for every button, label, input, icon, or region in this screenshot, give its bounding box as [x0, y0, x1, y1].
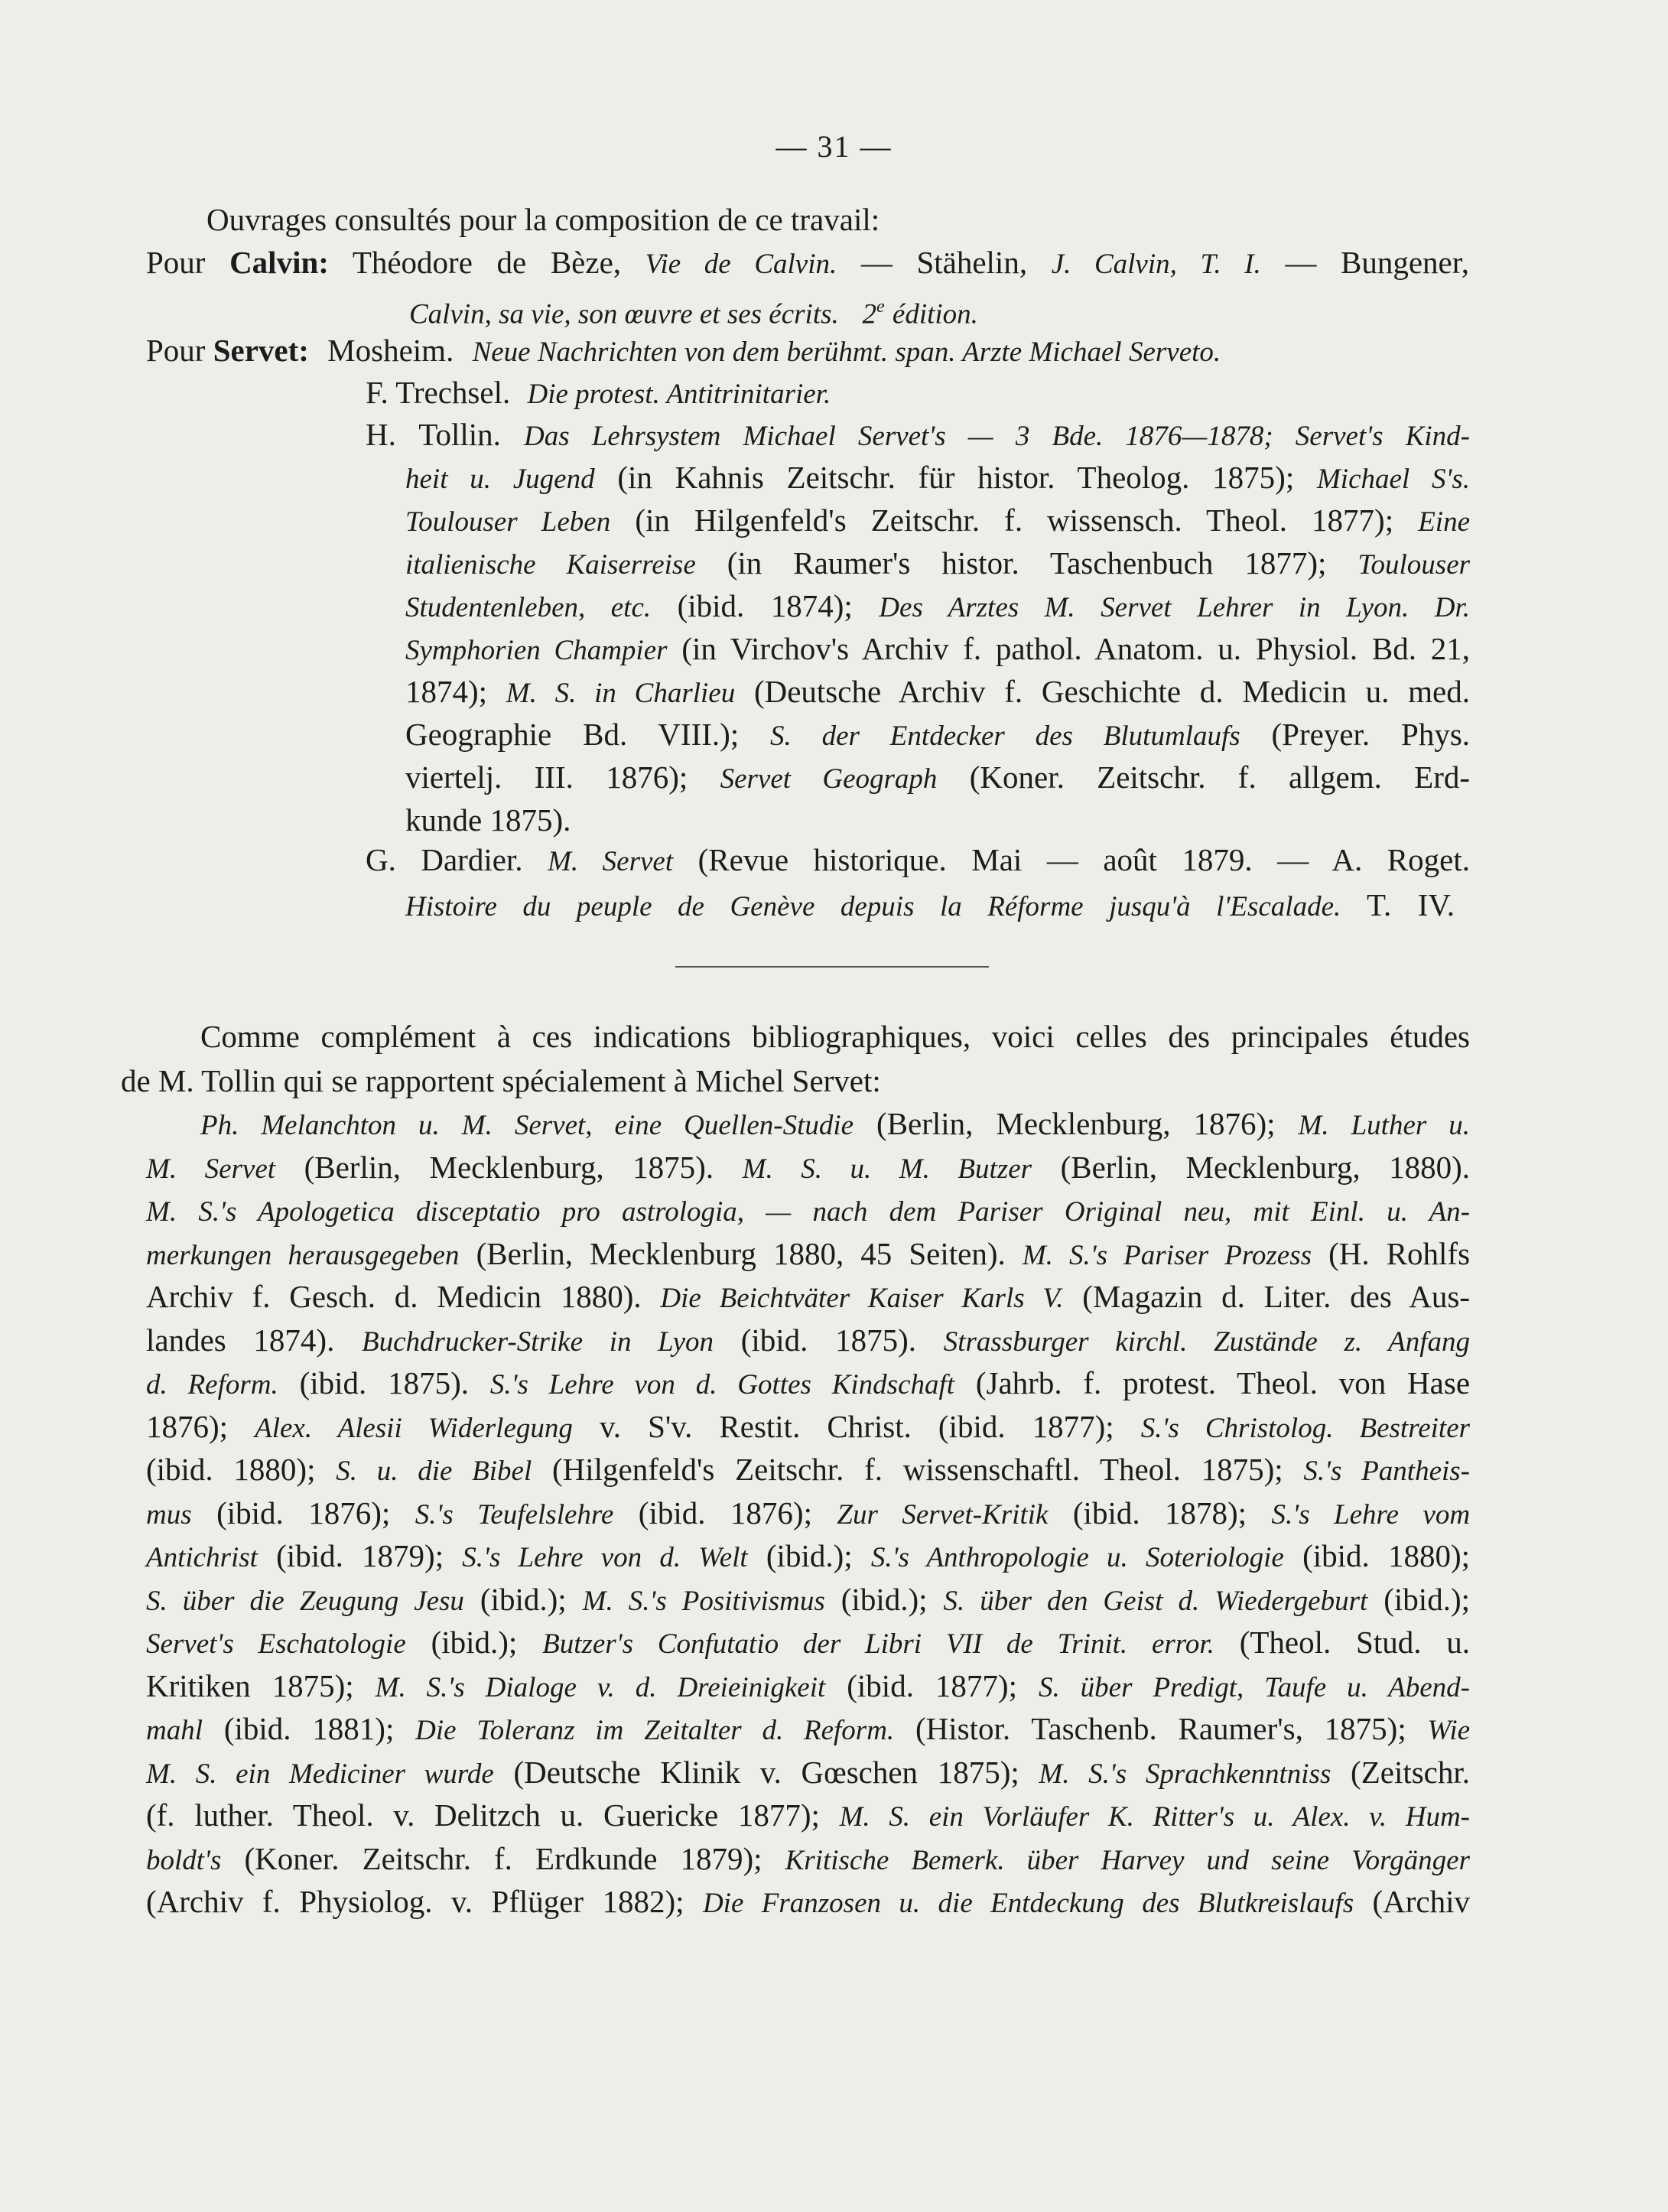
tollin-line: viertelj. III. 1876); Servet Geograph (Koner. Zeitschr. f. allgem. Erd- [405, 760, 1471, 795]
servet-label-prefix: Pour [146, 333, 213, 368]
works-line: Servet's Eschatologie (ibid.); Butzer's Confutatio der Libri VII de Trinit. error. (Theol. Stud. u. [146, 1625, 1471, 1660]
works-line: (f. luther. Theol. v. Delitzch u. Guericke 1877); M. S. ein Vorläufer K. Ritter's u. Alex. v. Hum- [146, 1797, 1470, 1833]
works-line: Ph. Melanchton u. M. Servet, eine Quellen-Studie (Berlin, Mecklenburg, 1876); M. Luther u. [200, 1106, 1470, 1141]
tollin-line: H. Tollin. Das Lehrsystem Michael Servet's — 3 Bde. 1876—1878; Servet's Kind- [366, 417, 1471, 452]
works-line: Kritiken 1875); M. S.'s Dialoge v. d. Dreieinigkeit (ibid. 1877); S. über Predigt, Taufe u. Abend- [146, 1667, 1471, 1703]
works-line: (ibid. 1880); S. u. die Bibel (Hilgenfeld's Zeitschr. f. wissenschaftl. Theol. 1875); S.'s Pantheis- [146, 1452, 1471, 1487]
tollin-line: 1874); M. S. in Charlieu (Deutsche Archiv f. Geschichte d. Medicin u. med. [405, 674, 1470, 709]
tollin-line: Studentenleben, etc. (ibid. 1874); Des Arztes M. Servet Lehrer in Lyon. Dr. [405, 588, 1471, 623]
servet-mosheim-line: Pour Servet: Mosheim. Neue Nachrichten von dem berühmt. span. Arzte Michael Serveto. [146, 333, 1221, 368]
works-line: merkungen herausgegeben (Berlin, Mecklenburg 1880, 45 Seiten). M. S.'s Pariser Prozess (H. Rohlfs [146, 1235, 1471, 1271]
works-line: M. S. ein Mediciner wurde (Deutsche Klinik v. Gœschen 1875); M. S.'s Sprachkenntniss (Zeitschr. [146, 1754, 1471, 1790]
calvin-label-prefix: Pour [146, 245, 230, 280]
tollin-line: Symphorien Champier (in Virchov's Archiv f. pathol. Anatom. u. Physiol. Bd. 21, [405, 631, 1471, 666]
tollin-line: heit u. Jugend (in Kahnis Zeitschr. für histor. Theolog. 1875); Michael S's. [405, 460, 1471, 495]
works-line: (Archiv f. Physiolog. v. Pflüger 1882); Die Franzosen u. die Entdeckung des Blutkreislaufs (Archiv [146, 1884, 1471, 1919]
page-number: — 31 — [775, 129, 893, 164]
calvin-label: Calvin: [229, 245, 329, 280]
servet-trechsel-line: F. Trechsel. Die protest. Antitrinitarier. [366, 375, 831, 410]
works-line: 1876); Alex. Alesii Widerlegung v. S'v. Restit. Christ. (ibid. 1877); S.'s Christolog. Bestreiter [146, 1408, 1471, 1444]
works-line: S. über die Zeugung Jesu (ibid.); M. S.'s Positivismus (ibid.); S. über den Geist d. Wiedergeburt (ibid.); [146, 1581, 1470, 1617]
tollin-line: italienische Kaiserreise (in Raumer's histor. Taschenbuch 1877); Toulouser [405, 545, 1471, 581]
complement-line-2: de M. Tollin qui se rapportent spécialement à Michel Servet: [121, 1063, 881, 1098]
works-line: boldt's (Koner. Zeitschr. f. Erdkunde 1879); Kritische Bemerk. über Harvey und seine Vorgänger [146, 1840, 1471, 1876]
works-line: mahl (ibid. 1881); Die Toleranz im Zeitalter d. Reform. (Histor. Taschenb. Raumer's, 1875); Wie [146, 1711, 1471, 1746]
works-line: M. S.'s Apologetica disceptatio pro astrologia, — nach dem Pariser Original neu, mit Einl. u. An- [146, 1196, 1470, 1228]
tollin-line: kunde 1875). [405, 802, 571, 838]
tollin-line: Geographie Bd. VIII.); S. der Entdecker des Blutumlaufs (Preyer. Phys. [405, 717, 1471, 752]
works-line: mus (ibid. 1876); S.'s Teufelslehre (ibid. 1876); Zur Servet-Kritik (ibid. 1878); S.'s Lehre vom [146, 1495, 1471, 1531]
works-line: M. Servet (Berlin, Mecklenburg, 1875). M. S. u. M. Butzer (Berlin, Mecklenburg, 1880). [146, 1149, 1471, 1185]
works-line: landes 1874). Buchdrucker-Strike in Lyon (ibid. 1875). Strassburger kirchl. Zustände z. Anfang [146, 1322, 1471, 1358]
servet-label: Servet: [213, 333, 309, 368]
calvin-entry-line-1: Pour Calvin: Théodore de Bèze, Vie de Calvin. — Stähelin, J. Calvin, T. I. — Bungener, [146, 245, 1469, 280]
works-line: d. Reform. (ibid. 1875). S.'s Lehre von d. Gottes Kindschaft (Jahrb. f. protest. Theol. von Hase [146, 1365, 1471, 1400]
complement-line-1: Comme complément à ces indications bibliographiques, voici celles des principales études [200, 1019, 1470, 1054]
section-divider [675, 966, 989, 968]
works-line: Antichrist (ibid. 1879); S.'s Lehre von d. Welt (ibid.); S.'s Anthropologie u. Soteriologie (ibid. 1880); [146, 1538, 1470, 1573]
servet-roget-line: Histoire du peuple de Genève depuis la Réforme jusqu'à l'Escalade. T. IV. [405, 887, 1455, 922]
tollin-line: Toulouser Leben (in Hilgenfeld's Zeitschr. f. wissensch. Theol. 1877); Eine [405, 503, 1471, 538]
calvin-entry-line-2: Calvin, sa vie, son œuvre et ses écrits. 2e édition. [409, 297, 978, 330]
section-heading: Ouvrages consultés pour la composition de ce travail: [206, 202, 880, 237]
works-line: Archiv f. Gesch. d. Medicin 1880). Die Beichtväter Kaiser Karls V. (Magazin d. Liter. des Aus- [146, 1279, 1471, 1314]
servet-dardier-line: G. Dardier. M. Servet (Revue historique. Mai — août 1879. — A. Roget. [366, 842, 1470, 877]
